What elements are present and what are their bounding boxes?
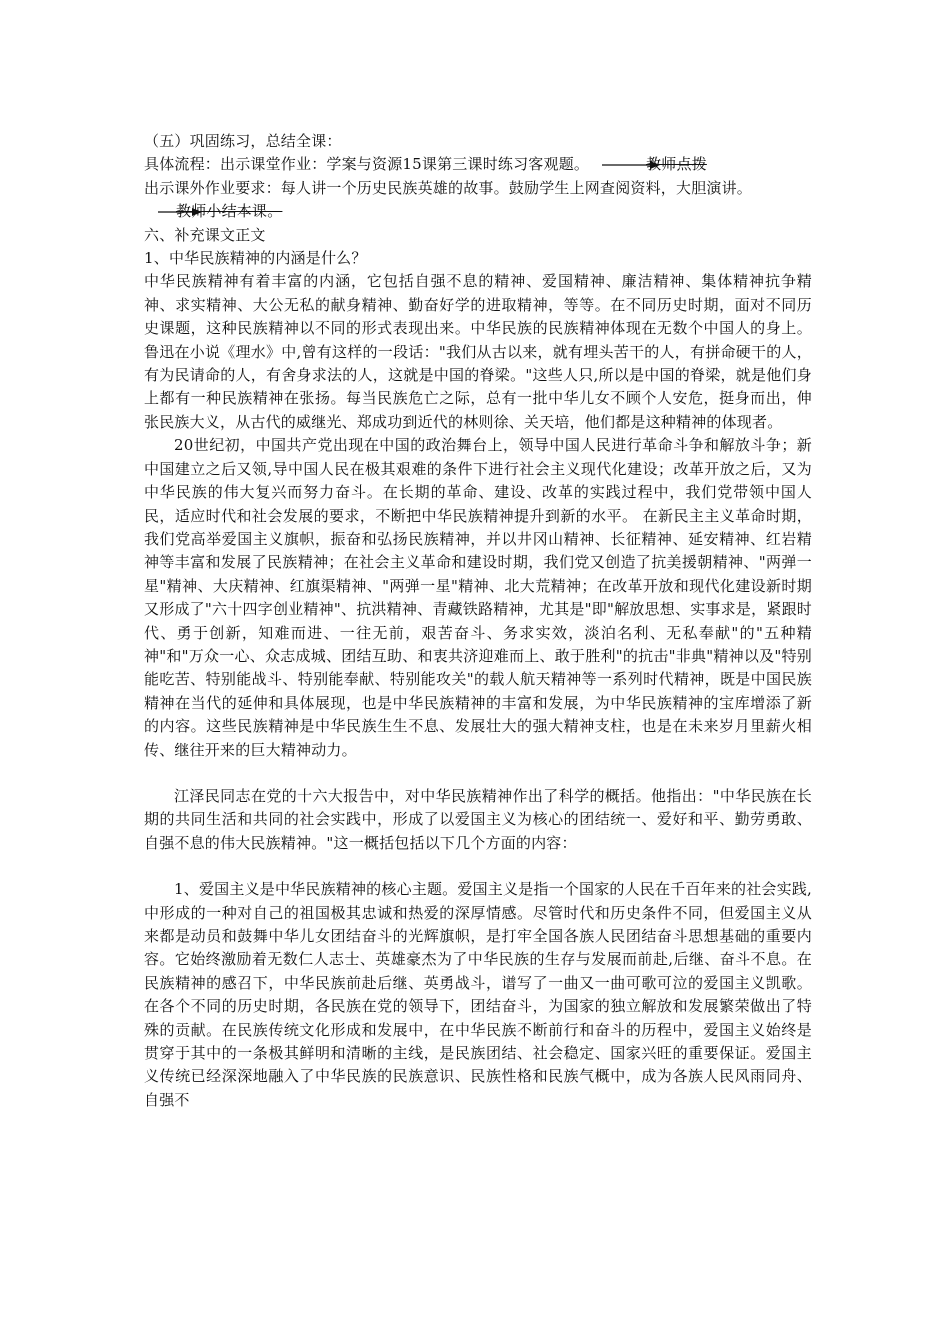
teacher-guidance-label: 教师点拨: [646, 155, 707, 174]
procedure-text: 具体流程：出示课堂作业：学案与资源15课第三课时练习客观题。: [144, 155, 590, 174]
paragraph-patriotism: 1、爱国主义是中华民族精神的核心主题。爱国主义是指一个国家的人民在千百年来的社会实践,中形成的一种对自己的祖国极其忠诚和热爱的深厚情感。尽管时代和历史条件不同，但爱国主义从来都是动员和鼓舞中华儿女团结奋斗的光辉旗帜，是打牢全国各族人民团结奋斗思想基础的重要内容。它始终激励着无数仁人志士、英雄豪杰为了中华民族的生存与发展而前赴,后继、奋斗不息。在民族精神的感召下，中华民族前赴后继、英勇战斗，谱写了一曲又一曲可歌可泣的爱国主义凯歌。在各个不同的历史时期，各民族在党的领导下，团结奋斗，为国家的独立解放和发展繁荣做出了特殊的贡献。在民族传统文化形成和发展中，在中华民族不断前行和奋斗的历程中，爱国主义始终是贯穿于其中的一条极其鲜明和清晰的主线，是民族团结、社会稳定、国家兴旺的重要保证。爱国主义传统已经深深地融入了中华民族的民族意识、民族性格和民族气概中，成为各族人民风雨同舟、自强不: [144, 880, 812, 1109]
section-heading-consolidation: （五）巩固练习，总结全课：: [144, 132, 342, 150]
paragraph-jiang-report: 江泽民同志在党的十六大报告中，对中华民族精神作出了科学的概括。他指出："中华民族在长期的共同生活和共同的社会实践中，形成了以爱国主义为核心的团结统一、爱好和平、勤劳勇敢、自强不息的伟大民族精神。"这一概括包括以下几个方面的内容：: [144, 786, 812, 852]
teacher-summary-label: 教师小结本课。: [176, 202, 283, 221]
paragraph-20th-century: 20世纪初，中国共产党出现在中国的政治舞台上，领导中国人民进行革命斗争和解放斗争；新中国建立之后又领,导中国人民在极其艰难的条件下进行社会主义现代化建设；改革开放之后，又为中华民族的伟大复兴而努力奋斗。在长期的革命、建设、改革的实践过程中，我们党带领中国人民，适应时代和社会发展的要求，不断把中华民族精神提升到新的水平。 在新民主主义革命时期，我们党高举爱国主义旗帜，振奋和弘扬民族精神，并以井冈山精神、长征精神、延安精神、红岩精神等丰富和发展了民族精神；在社会主义革命和建设时期，我们党又创造了抗美援朝精神、"两弹一星"精神、大庆精神、红旗渠精神、"两弹一星"精神、北大荒精神；在改革开放和现代化建设新时期又形成了"六十四字创业精神"、抗洪精神、青藏铁路精神，尤其是"即"解放思想、实事求是，紧跟时代、勇于创新，知难而进、一往无前，艰苦奋斗、务求实效，淡泊名利、无私奉献"的"五种精神"和"万众一心、众志成城、团结互助、和衷共济迎难而上、敢于胜利"的抗击"非典"精神以及"特别能吃苦、特别能战斗、特别能奉献、特别能攻关"的载人航天精神等一系列时代精神，既是中国民族精神在当代的延伸和具体展现，也是中华民族精神的丰富和发展，为中华民族精神的宝库增添了新的内容。这些民族精神是中华民族生生不息、发展壮大的强大精神支柱，也是在未来岁月里薪火相传、继往开来的巨大精神动力。: [144, 436, 812, 759]
question-heading: 1、中华民族精神的内涵是什么？: [144, 249, 367, 268]
document-body: [144, 130, 812, 1112]
procedure-line: [144, 153, 812, 176]
spacer: [144, 855, 812, 878]
section-heading-supplement: 六、补充课文正文: [144, 225, 266, 244]
paragraph-connotation: 中华民族精神有着丰富的内涵，它包括自强不息的精神、爱国精神、廉洁精神、集体精神抗争精神、求实精神、大公无私的献身精神、勤奋好学的进取精神，等等。在不同历史时期，面对不同历史课题，这种民族精神以不同的形式表现出来。中华民族的民族精神体现在无数个中国人的身上。鲁迅在小说《理水》中,曾有这样的一段话："我们从古以来，就有埋头苦干的人，有拼命硬干的人，有为民请命的人，有舍身求法的人，这就是中国的脊梁。"这些人只,所以是中国的脊梁，就是他们身上都有一种民族精神在张扬。每当民族危亡之际，总有一批中华儿女不顾个人安危，挺身而出，伸张民族大义，从古代的威继光、郑成功到近代的林则徐、关天培，他们都是这种精神的体现者。: [144, 272, 812, 431]
spacer: [144, 762, 812, 785]
summary-line: [144, 200, 812, 223]
homework-line: 出示课外作业要求：每人讲一个历史民族英雄的故事。鼓励学生上网查阅资料，大胆演讲。: [144, 178, 753, 197]
